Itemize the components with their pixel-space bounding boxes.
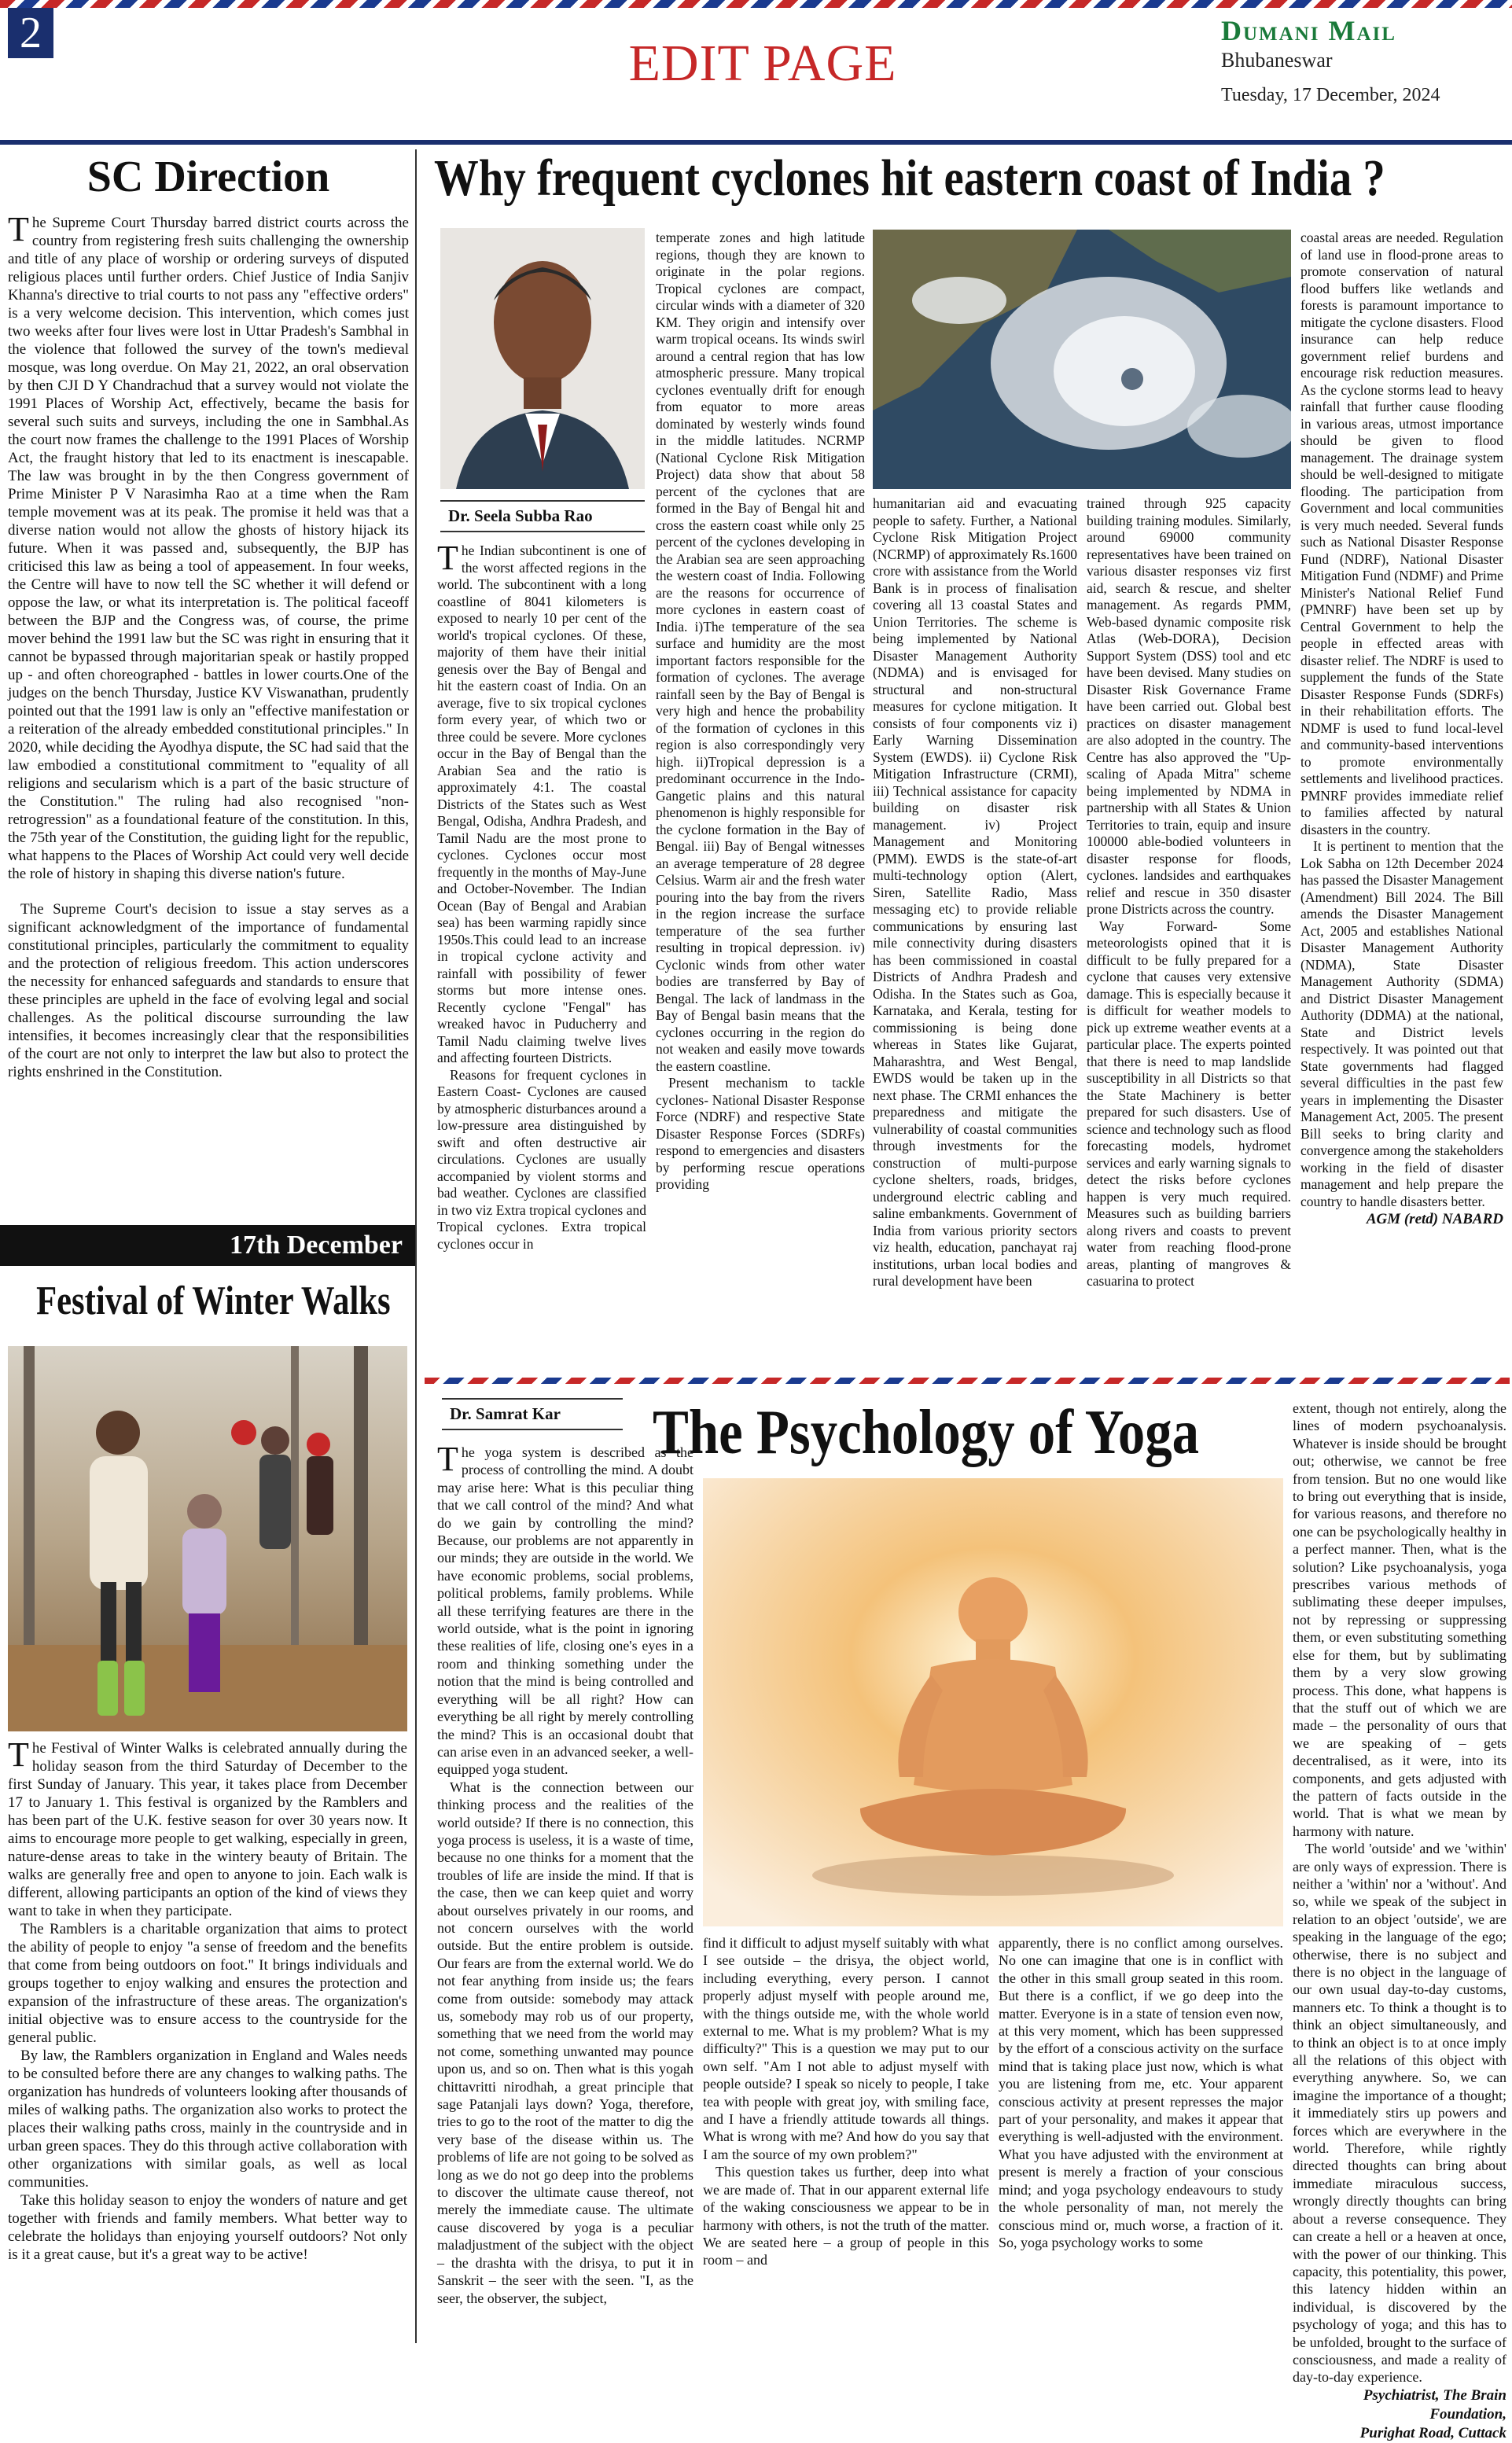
winter-walks-date: 17th December bbox=[0, 1225, 417, 1266]
drop-cap: T bbox=[8, 210, 29, 248]
satellite-image bbox=[873, 230, 1291, 489]
yoga-meditation-photo bbox=[703, 1478, 1283, 1926]
family-walking-image bbox=[8, 1346, 407, 1731]
cyclones-col3-text: humanitarian aid and evacuating people to safety. Further, a National Cyclone Risk Mitigation Project (NCRMP) of approximately Rs.1600 crore with assistance from the World Bank is in process of finalisation covering all 13 coastal States and Union Territories. The scheme is being implemented by National Disaster Management Authority (NDMA) and is envisaged for structural and non-structural measures for cyclone mitigation. It consists of four components viz i) Early Warning Dissemination System (EWDS). ii) Cyclone Risk Mitigation Infrastructure (CRMI), iii) Technical assistance for capacity building on disaster risk management. iv) Project Management and Monitoring (PMM). EWDS is the state-of-art multi-technology option (Alert, Siren, Satellite Radio, Mass messaging etc) to provide reliable communications by ensuring last mile connectivity during disasters has been commissioned in coastal Districts of Andhra Pradesh and Odisha. In the States such as Goa, Karnataka, and Kerala, testing for commissioning is being done whereas in States like Gujarat, Maharashtra, and West Bengal, EWDS would be taken up in the next phase. The CRMI enhances the preparedness and mitigate the vulnerability of coastal communities through investments for the construction of multi-purpose cyclone shelters, roads, bridges, underground electric cabling and saline embankments. Government of India from various priority sectors viz health, education, panchayat raj institutions, urban local bodies and rural development have been bbox=[873, 495, 1077, 1289]
column-divider bbox=[415, 149, 417, 2343]
winter-walks-para-3: By law, the Ramblers organization in England and Wales needs to be consulted before there are any changes to walking paths. The organization has hundreds of volunteers looking after thousands of miles of walking paths. The organization also works to protect the places their walking paths cross, mainly in the countryside and in urban green spaces. They do this through active collaboration with other organizations with similar goals, as well as local communities. bbox=[8, 2047, 407, 2191]
brand-city: Bhubaneswar bbox=[1221, 49, 1333, 72]
yoga-col1b-text: What is the connection between our thinking process and the realities of the world outside? If there is no connection, this yoga process is useless, it is a waste of time, because no one thinks for a moment that the troubles of life are inside the mind. If that is the case, then we can keep quiet and worry about ourselves privately in our rooms, and not concern ourselves with the world outside. But the entire problem is outside. Our fears are from the external world. We do not fear anything from inside us; the fears come from outside: somebody may attack us, somebody may rob us of our property, something that we need from the world may not come, something unwanted may pounce upon us, and so on. Then what is this yogah chittavritti nirodhah, a great principle that sage Patanjali lays down? Yoga, therefore, tries to go to the root of the matter to dig the very base of the disease within us. The problems of life are not going to be solved as long as we do not go deep into the problems to discover the ultimate cause thereof, not merely the immediate cause. The ultimate cause discovered by yoga is a peculiar maladjustment of the subject with the object – the drashta with the drisya, to put it in Sanskrit – the seer with the seen. "I, as the seer, the observer, the subject, bbox=[437, 1779, 693, 2306]
cyclone-satellite-photo bbox=[873, 230, 1291, 489]
cyclones-col2-text: temperate zones and high latitude regions, though they are known to originate in the polar regions. Tropical cyclones are compact, circular winds with a diameter of 320 KM. They origin and intensify over warm tropical oceans. Its winds swirl around a central region that has low atmospheric pressure. Many tropical cyclones eventually drift for enough from equator to more areas dominated by westerly winds found in the middle latitudes. NCRMP (National Cyclone Risk Mitigation Project) data show that about 58 percent of the cyclones that are formed in the Bay of Bengal hit and cross the eastern coast while only 25 percent of the cyclones developing in the Arabian sea are seen approaching the western coast of India. Following are the reasons for occurrence of more cyclones in eastern coast of India. i)The temperature of the sea surface and humidity are the most important factors responsible for the formation of cyclones. The average rainfall seen by the Bay of Bengal is very high and hence the probability of the formation of cyclones in this region is also correspondingly very high. ii)Tropical depression is a predominant occurrence in the Indo-Gangetic plains and this natural phenomenon is highly responsible for the cyclone formation in the Bay of Bengal. iii) Bay of Bengal witnesses an average temperature of 28 degree Celsius. Warm air and the fresh water pouring into the bay from the rivers in the region increase the surface temperature of the sea further resulting in tropical depression. iv) Cyclonic winds from other water bodies are transferred by Bay of Bengal. The lack of landmass in the Bay of Bengal basin means that the cyclones occurring in the region do not weaken and easily move towards the eastern coastline. bbox=[656, 230, 865, 1074]
brand-name: Dumani Mail bbox=[1221, 15, 1396, 46]
cyclones-col-2 bbox=[656, 230, 865, 1194]
cyclones-col2b-text: Present mechanism to tackle cyclones- National Disaster Response Force (NDRF) and respective State Disaster Response Forces (SDRFs) respond to emergencies and disasters by performing rescue operations providing bbox=[656, 1075, 865, 1192]
cyclones-col5-text: coastal areas are needed. Regulation of land use in flood-prone areas to promote conservation of natural flood buffers like wetlands and forests is paramount importance to mitigate the cyclone disasters. Flood insurance can help reduce government relief burdens and encourage risk reduction measures. As the cyclone storms lead to heavy rainfall that further cause flooding in various areas, utmost importance should be given to flood management. The drainage system should be well-designed to mitigate flooding. The participation from Government and local communities is very much needed. Several funds such as National Disaster Response Fund (NDRF), National Disaster Mitigation Fund (NDMF) and Prime Minister's National Relief Fund (PMNRF) have been set up by Central Government to help the people in effected areas with disaster relief. The NDRF is used to supplement the funds of the State Disaster Response Funds (SDRFs) in their rehabilitation efforts. The NDMF is used to fund local-level and community-based interventions to promote environmentally settlements and livelihood practices. PMNRF provides immediate relief to families affected by natural disasters in the country. bbox=[1300, 230, 1503, 837]
yoga-col-4 bbox=[1293, 1400, 1506, 2443]
cyclones-col4-text: trained through 925 capacity building training modules. Similarly, around 69000 community representatives have been trained on various disaster responses viz first aid, search & rescue, and shelter management. As regards PMM, Web-based dynamic composite risk Atlas (Web-DORA), Decision Support System (DSS) tool and etc have been devised. Many studies on Disaster Risk Governance Frame have been carried out. Global best practices on disaster management are also adopted in the country. The Centre has also approved the "Up-scaling of Apada Mitra" scheme being implemented by NDMA in partnership with all States & Union Territories to train, equip and insure 100000 able-bodied volunteers in disaster response for floods, cyclones. landsides and earthquakes relief and rescue in 350 disaster prone Districts across the country. bbox=[1087, 495, 1291, 917]
yoga-author-credit-1: Psychiatrist, The Brain Foundation, bbox=[1363, 2386, 1506, 2423]
section-title: EDIT PAGE bbox=[628, 35, 897, 92]
yoga-col1-text: The yoga system is described as the process of controlling the mind. A doubt may arise here: What is this peculiar thing that we call control of the mind? And what do we gain by controlling the mind? Because, our problems are not apparently in our minds; they are outside in the world. We have economic problems, social problems, political problems, family problems. While all these terrifying features are there in the world outside, what is the point in ignoring these realities of life, closing one's eyes in a room and thinking something under the notion that the mind is being controlled and everything will be all right? How can everything be all right by merely controlling the mind? This is an occasional doubt that can arise even in an advanced seeker, a well-equipped yoga student. bbox=[437, 1440, 693, 1778]
cyclones-col1-text: The Indian subcontinent is one of the worst affected regions in the world. The subcontinent with a long coastline of 8041 kilometers is exposed to nearly 10 per cent of the world's tropical cyclones. Of these, majority of them have their initial genesis over the Bay of Bengal and hit the eastern coast of India. On an average, five to six tropical cyclones form every year, of which two or three could be severe. More cyclones occur in the Bay of Bengal than the Arabian Sea and the ratio is approximately 4:1. The coastal Districts of the States such as West Bengal, Odisha, Andhra Pradesh, and Tamil Nadu are the most prone to cyclones. Cyclones occur most frequently in the months of May-June and October-November. The Indian Ocean (Bay of Bengal and Arabian sea) has been warming rapidly since 1950s.This could lead to an increase in tropical cyclone activity and rainfall with possibility of fewer storms but more intense ones. Recently cyclone "Fengal" has wreaked havoc in Puducherry and Tamil Nadu claiming twelve lives and affecting fourteen Districts. bbox=[437, 539, 646, 1065]
drop-cap: T bbox=[8, 1735, 29, 1774]
yoga-author-credit-2: Purighat Road, Cuttack bbox=[1359, 2424, 1506, 2441]
yoga-col2b-text: This question takes us further, deep into what we are made of. That in our apparent external life of the waking consciousness we appear to be in harmony with others, is not the truth of the matter. We are seated here – a group of people in this room – and bbox=[703, 2164, 989, 2268]
yoga-col-2 bbox=[703, 1934, 989, 2269]
yoga-col2-text: find it difficult to adjust myself suitably with what I see outside – the drisya, the object world, including everything, every person. I cannot properly adjust myself with people around me, with the things outside me, with the whole world external to me. What is my problem? What is my difficulty?" This is a question we may put to our own self. "Am I not able to adjust myself with people outside? I speak so nicely to people, I take tea with people with great joy, with smiling face, and I have a friendly attitude towards all things. What is wrong with me? And how do you say that I am the source of my own problem?" bbox=[703, 1935, 989, 2162]
yoga-byline: Dr. Samrat Kar bbox=[442, 1398, 623, 1430]
winter-walks-para-4: Take this holiday season to enjoy the wonders of nature and get together with friends and family members. What better way to celebrate the holidays than enjoying yourself outdoors? Not only is it a great cause, but it's a great way to be active! bbox=[8, 2192, 407, 2263]
meditation-image bbox=[703, 1478, 1283, 1926]
sc-direction-title: SC Direction bbox=[86, 153, 330, 201]
sc-direction-para-2: The Supreme Court's decision to issue a stay serves as a significant acknowledgment of the importance of fundamental constitutional principles, particularly the commitment to equality and the protection of religious freedom. This action underscores the necessity for enhanced safeguards and standards to ensure that these principles are upheld in the face of evolving legal and social challenges. As the political discourse surrounding the law intensifies, it becomes increasingly clear that the responsibilities of the court are not only to interpret the law but also to protect the rights enshrined in the Constitution. bbox=[8, 901, 409, 1080]
cyclones-col-3 bbox=[873, 495, 1077, 1290]
author-photo-cyclones bbox=[440, 228, 645, 489]
cyclones-author-credit: AGM (retd) NABARD bbox=[1366, 1211, 1503, 1227]
sc-direction-para-1: The Supreme Court Thursday barred district courts across the country from registering fresh suits challenging the ownership and title of any place of worship or ordering surveys of disputed religious places until further orders. Chief Justice of India Sanjiv Khanna's directive to trial courts to not pass any "effective orders" is a very welcome decision. This intervention, which comes just two weeks after four lives were lost in Uttar Pradesh's Sambhal in the violence that followed the survey of the town's medieval mosque, was long overdue. On May 21, 2022, an oral observation by then CJI D Y Chandrachud that a survey would not violate the 1991 Places of Worship Act, effectively, became the basis for several such suits and surveys, including the one in Sambhal.As the court now frames the challenge to the 1991 Places of Worship Act, the fraught history that led to its enactment is inescapable. The law was brought in by the then Congress government of Prime Minister P V Narasimha Rao at a time when the Ram temple movement was at its peak. The promise it held was that a diverse nation would not allow the ghosts of history hijack its future. When it was passed and, subsequently, the BJP has criticised this law as being a tool of appeasement. In four weeks, the Centre will have to now tell the SC whether it will defend or oppose the law, or what its interpretation is. The political faceoff between the BJP and the Congress was, of course, the prime mover behind the 1991 law but the SC was right in ensuring that it cannot be bypassed through majoritarian speak or hastily propped up - and often choreographed - battles in lower courts.One of the judges on the bench Thursday, Justice KV Viswanathan, prudently pointed out that the 1991 law is only an "effective manifestation or a reiteration of the already embedded constitutional principles." In 2020, while deciding the Ayodhya dispute, the SC had said that the law embodied a constitutional commitment to "equality of all religions and secularism which is a part of the basic structure of the Constitution." The ruling had also recognised "non-retrogression" as a foundational feature of the constitution. In this, the 75th year of the Constitution, the guiding light for the republic, what happens to the Places of Worship Act could very well decide the role of history in shaping this diverse nation's future. bbox=[8, 210, 409, 882]
sc-direction-section bbox=[8, 151, 409, 1220]
cyclones-col4b-text: Way Forward- Some meteorologists opined that it is difficult to be fully prepared for a cyclone that causes very extensive damage. This is especially because it is difficult for weather models to pick up extreme weather events at a particular place. The experts pointed that there is need to map landslide susceptibility in all Districts so that the State Machinery is better prepared for such disasters. Use of science and technology such as flood forecasting models, hydromet services and early warning signals to detect the risks before cyclones happen is very much required. Measures such as building barriers along rivers and coasts to prevent water from reaching flood-prone areas, planting of mangroves & casuarina to protect bbox=[1087, 918, 1291, 1289]
cyclones-col-5 bbox=[1300, 230, 1503, 1229]
cyclones-col-4 bbox=[1087, 495, 1291, 1290]
drop-cap: T bbox=[437, 1440, 458, 1478]
drop-cap: T bbox=[437, 539, 458, 577]
yoga-headline: The Psychology of Yoga bbox=[653, 1398, 1200, 1467]
issue-date: Tuesday, 17 December, 2024 bbox=[1221, 85, 1440, 105]
article-separator bbox=[425, 1378, 1510, 1384]
yoga-col-3 bbox=[999, 1934, 1283, 2251]
brand-block bbox=[1221, 14, 1481, 106]
yoga-col-1 bbox=[437, 1440, 693, 2307]
cyclones-col1b-text: Reasons for frequent cyclones in Eastern Coast- Cyclones are caused by atmospheric disturbances around a low-pressure area distinguished by swift and often destructive air circulations. Cyclones are usually accompanied by violent storms and bad weather. Cyclones are classified in two viz Extra tropical cyclones and Tropical cyclones. Extra tropical cyclones occur in bbox=[437, 1066, 646, 1252]
cyclones-col5b-text: It is pertinent to mention that the Lok Sabha on 12th December 2024 has passed the Disaster Management (Amendment) Bill 2024. The Bill amends the Disaster Management Act, 2005 and establishes National Disaster Management Authority (NDMA), State Disaster Management Authority (SDMA) and District Disaster Management Authority (DDMA) at the national, State and District levels respectively. It was pointed out that State governments had flagged several difficulties in the past few years in implementing the Disaster Management Act, 2005. The present Bill seeks to bring clarity and convergence among the stakeholders working in the field of disaster management and help prepare the country to handle disasters better. bbox=[1300, 838, 1503, 1209]
cyclones-col-1 bbox=[437, 539, 646, 1253]
winter-walks-para-1: The Festival of Winter Walks is celebrated annually during the holiday season from the third Saturday of December to the first Sunday of January. This year, it takes place from December 17 to January 1. This festival is organized by the Ramblers and has been part of the U.K. festive season for over 30 years now. It aims to encourage more people to get walking, especially in green, nature-dense areas to take in the wintery beauty of Britain. The walks are generally free and open to anyone to join. Each walk is different, allowing participants an option of the kind of views they want to take in when they participate. bbox=[8, 1735, 407, 1919]
masthead-rule bbox=[0, 140, 1512, 145]
sc-direction-body bbox=[8, 210, 409, 1081]
page-number: 2 bbox=[8, 8, 53, 58]
winter-walks-title: Festival of Winter Walks bbox=[36, 1279, 391, 1323]
yoga-col3-text: apparently, there is no conflict among ourselves. No one can imagine that one is in conflict with the other in this small group seated in this room. But there is a conflict, if we go deep into the matter. Everyone is in a state of tension even now, at this very moment, which has been suppressed by the effort of a conscious activity on the surface mind that is taking place just now, which is what you are listening from me, etc. Your apparent conscious activity at present represses the major part of your personality, and makes it appear that everything is well-adjusted with the environment. What you have adjusted with the environment at present is merely a fraction of your conscious mind; and yoga psychology endeavours to study the whole personality of man, not merely the conscious mind or, much worse, a fraction of it. So, yoga psychology works to some bbox=[999, 1935, 1283, 2250]
yoga-col4b-text: The world 'outside' and we 'within' are only ways of expression. There is neither a 'within' nor a 'without'. And so, while we speak of the subject in relation to an object 'outside', we are speaking in the language of the ego; otherwise, there is no subject and there is no object in the language of our own usual day-to-day customs, manners etc. To think a thought is to think an object simultaneously, and to think an object is to at once imply all the relations of this object with everything anywhere. So, we can imagine the importance of a thought; it immediately stirs up powers and forces which are everywhere in the world. Therefore, while rightly directed thoughts can bring about immediate miraculous success, wrongly directly thoughts can bring about a reverse consequence. They can create a hell or a heaven at once, with the power of our thinking. This capacity, this potentiality, this power, this latency hidden within an individual, is discovered by the psychology of yoga; and this has to be unfolded, brought to the surface of consciousness, and made a reality of day-to-day experience. bbox=[1293, 1841, 1506, 2386]
winter-walks-photo bbox=[8, 1346, 407, 1731]
winter-walks-body bbox=[8, 1735, 407, 2264]
yoga-col4-text: extent, though not entirely, along the lines of modern psychoanalysis. Whatever is inside should be brought out; otherwise, we cannot be free from tension. But no one would like to bring out everything that is inside, for various reasons, and therefore no one can be psychologically healthy in a perfect manner. Then, what is the solution? Like psychoanalysis, yoga prescribes various methods of sublimating these deeper impulses, not by repressing or suppressing them, or even substituting something else for them, but by sublimating them by a very slow growing process. This done, what happens is that the stuff out of which we are made – the personality of ours that we are speaking of – gets decentralised, as it were, into its components, and gets adjusted with the pattern of facts outside in the world. That is what we mean by harmony with nature. bbox=[1293, 1400, 1506, 1839]
cyclones-byline: Dr. Seela Subba Rao bbox=[440, 500, 645, 532]
cyclones-headline: Why frequent cyclones hit eastern coast of India ? bbox=[434, 149, 1385, 207]
winter-walks-para-2: The Ramblers is a charitable organization that aims to protect the ability of people to enjoy "a sense of freedom and the benefits that come from being outdoors on foot." It brings individuals and groups together to enjoy walking and ensures the protection and expansion of the infrastructure of these areas. The organization's initial objective was to ensure access to the countryside for the general public. bbox=[8, 1921, 407, 2046]
top-border bbox=[0, 0, 1512, 8]
author-portrait-image bbox=[440, 228, 645, 489]
